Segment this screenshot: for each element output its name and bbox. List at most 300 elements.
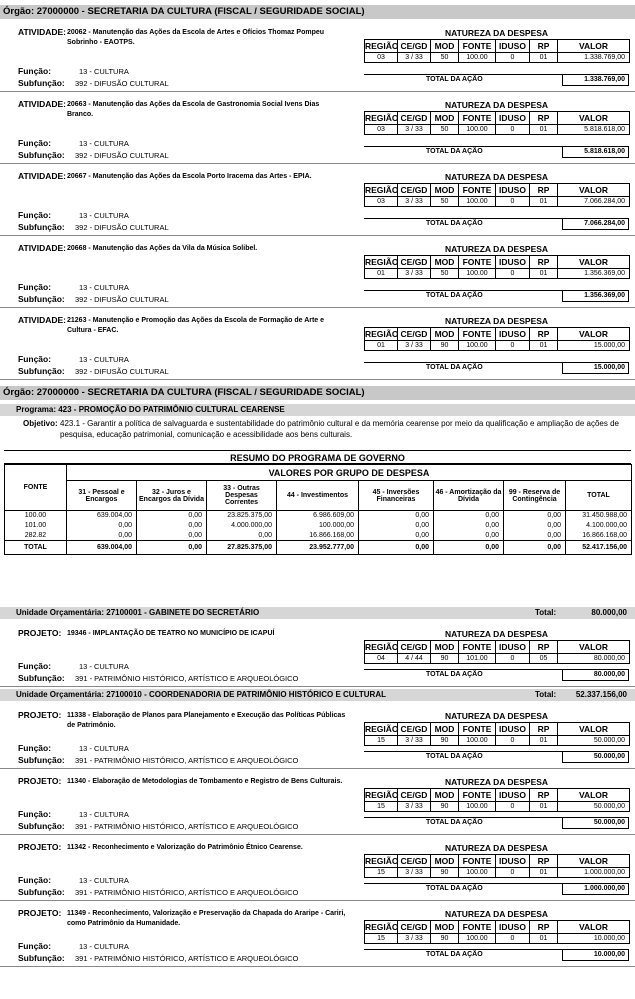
natureza-col-header: CE/GD (398, 328, 431, 341)
natureza-col-header: RP (530, 641, 558, 654)
natureza-cell: 3 / 33 (398, 269, 431, 279)
natureza-cell: 3 / 33 (398, 125, 431, 135)
total-acao-value: 5.818.618,00 (584, 148, 625, 155)
natureza-col-header: MOD (431, 641, 459, 654)
natureza-cell: 50 (431, 53, 459, 63)
funcao-label: Função: (18, 661, 52, 671)
resumo-cell: 0,00 (137, 521, 207, 531)
resumo-title: RESUMO DO PROGRAMA DE GOVERNO (4, 450, 631, 464)
item-title (67, 28, 347, 47)
natureza-col-header: VALOR (558, 789, 630, 802)
natureza-cell: 90 (431, 934, 459, 944)
natureza-cell: 101.00 (459, 654, 496, 664)
natureza-col-header: RP (530, 921, 558, 934)
natureza-cell: 0 (496, 934, 530, 944)
natureza-cell: 90 (431, 802, 459, 812)
item-title-text: Elaboração de Planos para Planejamento e Execução das Políticas Públicas de Patrimônio. (67, 712, 346, 729)
natureza-cell: 1.000.000,00 (558, 868, 630, 878)
subfuncao-label: Subfunção: (18, 673, 65, 683)
item-code: 21263 (67, 317, 87, 324)
natureza-col-header: REGIÃO (365, 856, 399, 866)
natureza-col-header: FONTE (459, 256, 496, 269)
natureza-col-header: MOD (431, 328, 459, 341)
funcao-label: Função: (18, 743, 52, 753)
funcao-value: 13 - CULTURA (79, 876, 129, 885)
natureza-cell: 04 (365, 654, 398, 664)
resumo-col-header: TOTAL (566, 481, 632, 511)
resumo-col-header: 45 - Inversões Financeiras (359, 481, 434, 511)
resumo-row (5, 511, 632, 521)
natureza-cell: 100.00 (459, 125, 496, 135)
item-kind-label: ATIVIDADE: (18, 99, 67, 109)
natureza-cell: 15 (365, 934, 398, 944)
budget-item (0, 20, 635, 92)
subfuncao-value: 392 - DIFUSÃO CULTURAL (75, 223, 169, 232)
item-title (67, 711, 347, 730)
funcao-value: 13 - CULTURA (79, 283, 129, 292)
resumo-cell: 6.986.609,00 (277, 511, 359, 521)
funcao-label: Função: (18, 138, 52, 148)
resumo-cell: 0,00 (67, 531, 137, 541)
resumo-cell: 0,00 (434, 531, 504, 541)
natureza-title: NATUREZA DA DESPESA (444, 777, 549, 787)
natureza-col-header: VALOR (558, 921, 630, 934)
natureza-cell: 7.066.284,00 (558, 197, 630, 207)
resumo-cell: 100.000,00 (277, 521, 359, 531)
natureza-col-header: RP (530, 328, 558, 341)
natureza-title: NATUREZA DA DESPESA (444, 316, 549, 326)
natureza-cell: 3 / 33 (398, 802, 431, 812)
subfuncao-value: 391 - PATRIMÔNIO HISTÓRICO, ARTÍSTICO E ARQUEOLÓGICO (75, 954, 299, 963)
natureza-col-header: VALOR (558, 112, 630, 125)
natureza-header-row (365, 184, 630, 197)
natureza-col-header: FONTE (459, 40, 496, 53)
natureza-col-header: MOD (431, 40, 459, 53)
natureza-header-row (365, 40, 630, 53)
natureza-data-row (365, 125, 630, 135)
natureza-cell: 90 (431, 341, 459, 351)
natureza-table (364, 255, 630, 279)
natureza-cell: 3 / 33 (398, 197, 431, 207)
natureza-col-header: FONTE (459, 184, 496, 197)
projects-list (0, 703, 635, 967)
natureza-header-row (365, 112, 630, 125)
resumo-cell: 16.866.168,00 (566, 531, 632, 541)
natureza-header-row (365, 328, 630, 341)
resumo-row (5, 531, 632, 541)
natureza-col-header: IDUSO (496, 112, 530, 125)
natureza-col-header: CE/GD (398, 112, 431, 125)
resumo-cell: 4.100.000,00 (566, 521, 632, 531)
natureza-col-header: IDUSO (496, 855, 530, 868)
resumo-cell: 0,00 (434, 521, 504, 531)
natureza-cell: 3 / 33 (398, 934, 431, 944)
natureza-data-row (365, 736, 630, 746)
resumo-cell: 0,00 (137, 511, 207, 521)
natureza-cell: 5.818.618,00 (558, 125, 630, 135)
unidade-total-label: Total: (535, 608, 557, 617)
budget-item (0, 92, 635, 164)
natureza-cell: 01 (530, 868, 558, 878)
item-sep: - (86, 712, 93, 719)
total-acao-label: TOTAL DA AÇÃO (426, 220, 483, 227)
natureza-cell: 3 / 33 (398, 341, 431, 351)
natureza-cell: 50 (431, 269, 459, 279)
item-kind-label: PROJETO: (18, 710, 62, 720)
item-sep: - (86, 844, 93, 851)
natureza-cell: 0 (496, 736, 530, 746)
natureza-cell: 0 (496, 654, 530, 664)
subfuncao-label: Subfunção: (18, 821, 65, 831)
total-acao-label: TOTAL DA AÇÃO (426, 292, 483, 299)
resumo-cell: 0,00 (504, 531, 566, 541)
natureza-cell: 15.000,00 (558, 341, 630, 351)
total-acao-row (364, 669, 629, 681)
natureza-cell: 01 (365, 341, 398, 351)
natureza-cell: 50.000,00 (558, 802, 630, 812)
orgao-header: Órgão: 27000000 - SECRETARIA DA CULTURA (FISCAL / SEGURIDADE SOCIAL) (0, 5, 635, 19)
budget-item (0, 769, 635, 835)
resumo-total-cell: 0,00 (359, 541, 434, 555)
item-kind-label: ATIVIDADE: (18, 27, 67, 37)
total-acao-row (364, 751, 629, 763)
programa-header: Programa: 423 - PROMOÇÃO DO PATRIMÔNIO CULTURAL CEARENSE (0, 404, 635, 416)
unidade-gabinete (0, 607, 635, 619)
natureza-data-row (365, 654, 630, 664)
natureza-table (364, 111, 630, 135)
natureza-col-header: RP (530, 256, 558, 269)
item-sep: - (86, 29, 93, 36)
total-acao-row (364, 290, 629, 302)
natureza-col-header: RP (530, 855, 558, 868)
natureza-cell: 4 / 44 (398, 654, 431, 664)
resumo-cell: 0,00 (207, 531, 277, 541)
natureza-cell: 01 (530, 269, 558, 279)
funcao-label: Função: (18, 354, 52, 364)
item-title-text: Reconhecimento e Valorização do Patrimônio Étnico Cearense. (92, 844, 303, 851)
total-acao-row (364, 218, 629, 230)
subfuncao-label: Subfunção: (18, 150, 65, 160)
budget-item (0, 308, 635, 380)
item-title (67, 100, 347, 119)
natureza-col-header: REGIÃO (365, 41, 399, 51)
total-acao-value: 10.000,00 (593, 951, 625, 958)
resumo-total-cell: 639.004,00 (67, 541, 137, 555)
item-title-text: Elaboração de Metodologias de Tombamento e Registro de Bens Culturais. (92, 778, 343, 785)
natureza-col-header: FONTE (459, 921, 496, 934)
natureza-title: NATUREZA DA DESPESA (444, 711, 549, 721)
natureza-cell: 1.356.369,00 (558, 269, 630, 279)
funcao-label: Função: (18, 210, 52, 220)
natureza-header-row (365, 723, 630, 736)
resumo-fonte: 100.00 (5, 511, 67, 521)
natureza-col-header: MOD (431, 112, 459, 125)
budget-item (0, 236, 635, 308)
subfuncao-value: 391 - PATRIMÔNIO HISTÓRICO, ARTÍSTICO E ARQUEOLÓGICO (75, 822, 299, 831)
natureza-header-row (365, 855, 630, 868)
natureza-col-header: REGIÃO (365, 257, 399, 267)
natureza-cell: 0 (496, 53, 530, 63)
natureza-data-row (365, 934, 630, 944)
item-title-text: Manutenção e Promoção das Ações da Escola de Formação de Arte e Cultura - EFAC. (67, 317, 325, 334)
natureza-despesa (364, 628, 629, 681)
natureza-col-header: REGIÃO (365, 329, 399, 339)
natureza-cell: 01 (530, 736, 558, 746)
natureza-col-header: RP (530, 723, 558, 736)
natureza-despesa (364, 27, 629, 86)
item-code: 11349 (67, 910, 87, 917)
natureza-col-header: FONTE (459, 789, 496, 802)
natureza-col-header: CE/GD (398, 723, 431, 736)
natureza-cell: 90 (431, 868, 459, 878)
resumo-col-header: 46 - Amortização da Dívida (434, 481, 504, 511)
resumo-col-header: 33 - Outras Despesas Correntes (207, 481, 277, 511)
natureza-cell: 01 (365, 269, 398, 279)
activities-list (0, 20, 635, 380)
natureza-data-row (365, 868, 630, 878)
natureza-col-header: VALOR (558, 328, 630, 341)
funcao-value: 13 - CULTURA (79, 139, 129, 148)
natureza-data-row (365, 341, 630, 351)
total-acao-value: 1.356.369,00 (584, 292, 625, 299)
resumo-total-cell: 0,00 (434, 541, 504, 555)
total-acao-row (364, 949, 629, 961)
natureza-col-header: RP (530, 184, 558, 197)
objetivo-text: 423.1 - Garantir a política de salvaguarda e sustentabilidade do patrimônio cultural e da memória cearense por meio da qualificação e ampliação de ações de pesquisa, educação patrimonial, comunicação e acessibilidade aos bens culturais. (60, 419, 619, 439)
resumo-cell: 31.450.988,00 (566, 511, 632, 521)
item-title-text: Manutenção das Ações da Escola Porto Iracema das Artes - EPIA. (92, 173, 312, 180)
natureza-title: NATUREZA DA DESPESA (444, 843, 549, 853)
objetivo (0, 419, 635, 443)
item-code: 20663 (67, 101, 87, 108)
natureza-cell: 100.00 (459, 868, 496, 878)
natureza-title: NATUREZA DA DESPESA (444, 172, 549, 182)
budget-item (0, 703, 635, 769)
natureza-cell: 3 / 33 (398, 868, 431, 878)
natureza-cell: 100.00 (459, 934, 496, 944)
item-sep: - (86, 317, 93, 324)
natureza-despesa (364, 776, 629, 829)
funcao-value: 13 - CULTURA (79, 942, 129, 951)
natureza-data-row (365, 197, 630, 207)
natureza-col-header: VALOR (558, 256, 630, 269)
subfuncao-label: Subfunção: (18, 78, 65, 88)
resumo-cell: 639.004,00 (67, 511, 137, 521)
total-acao-value: 1.338.769,00 (584, 76, 625, 83)
funcao-value: 13 - CULTURA (79, 211, 129, 220)
funcao-label: Função: (18, 66, 52, 76)
natureza-col-header: RP (530, 40, 558, 53)
unidade-total-value: 52.337.156,00 (575, 690, 627, 699)
natureza-col-header: RP (530, 112, 558, 125)
subfuncao-label: Subfunção: (18, 887, 65, 897)
natureza-cell: 90 (431, 654, 459, 664)
resumo-col-header: 32 - Juros e Encargos da Dívida (137, 481, 207, 511)
total-acao-value: 15.000,00 (593, 364, 625, 371)
natureza-col-header: FONTE (459, 641, 496, 654)
natureza-cell: 05 (530, 654, 558, 664)
item-title-text: Manutenção das Ações da Vila da Música Solibel. (92, 245, 258, 252)
total-acao-label: TOTAL DA AÇÃO (426, 753, 483, 760)
resumo-cell: 4.000.000,00 (207, 521, 277, 531)
total-acao-label: TOTAL DA AÇÃO (426, 671, 483, 678)
natureza-cell: 03 (365, 197, 398, 207)
item-title (67, 777, 347, 787)
item-code: 11342 (67, 844, 87, 851)
item-title (67, 172, 347, 182)
natureza-col-header: FONTE (459, 328, 496, 341)
item-title-text: Reconhecimento, Valorização e Preservação da Chapada do Araripe - Cariri, como Patrimônio da Humanidade. (67, 910, 346, 927)
item-title-text: Manutenção das Ações da Escola de Artes e Ofícios Thomaz Pompeu Sobrinho - EAOTPS. (67, 29, 325, 46)
natureza-cell: 01 (530, 197, 558, 207)
natureza-col-header: RP (530, 789, 558, 802)
natureza-cell: 100.00 (459, 802, 496, 812)
resumo-total-label: TOTAL (5, 541, 67, 555)
item-kind-label: PROJETO: (18, 628, 62, 638)
subfuncao-value: 392 - DIFUSÃO CULTURAL (75, 295, 169, 304)
natureza-despesa (364, 171, 629, 230)
unidade-total-label: Total: (535, 690, 557, 699)
natureza-cell: 03 (365, 125, 398, 135)
fonte-header: FONTE (5, 465, 67, 511)
natureza-cell: 01 (530, 53, 558, 63)
natureza-col-header: MOD (431, 921, 459, 934)
item-kind-label: PROJETO: (18, 908, 62, 918)
natureza-despesa (364, 243, 629, 302)
natureza-header-row (365, 789, 630, 802)
funcao-value: 13 - CULTURA (79, 744, 129, 753)
natureza-col-header: MOD (431, 256, 459, 269)
subfuncao-value: 391 - PATRIMÔNIO HISTÓRICO, ARTÍSTICO E ARQUEOLÓGICO (75, 674, 299, 683)
natureza-table (364, 722, 630, 746)
funcao-label: Função: (18, 282, 52, 292)
resumo-total-cell: 52.417.156,00 (566, 541, 632, 555)
natureza-cell: 15 (365, 802, 398, 812)
resumo-cell: 16.866.168,00 (277, 531, 359, 541)
subfuncao-value: 392 - DIFUSÃO CULTURAL (75, 79, 169, 88)
total-acao-label: TOTAL DA AÇÃO (426, 364, 483, 371)
total-acao-value: 50.000,00 (593, 753, 625, 760)
natureza-title: NATUREZA DA DESPESA (444, 28, 549, 38)
natureza-col-header: VALOR (558, 641, 630, 654)
item-title (67, 909, 347, 928)
natureza-col-header: IDUSO (496, 641, 530, 654)
item-sep: - (86, 910, 93, 917)
natureza-col-header: REGIÃO (365, 642, 399, 652)
natureza-cell: 15 (365, 868, 398, 878)
item-title-text: Manutenção das Ações da Escola de Gastronomia Social Ivens Dias Branco. (67, 101, 320, 118)
natureza-col-header: CE/GD (398, 40, 431, 53)
item-sep: - (86, 101, 93, 108)
natureza-cell: 100.00 (459, 53, 496, 63)
total-acao-label: TOTAL DA AÇÃO (426, 951, 483, 958)
natureza-cell: 100.00 (459, 736, 496, 746)
natureza-col-header: VALOR (558, 184, 630, 197)
total-acao-label: TOTAL DA AÇÃO (426, 76, 483, 83)
natureza-col-header: MOD (431, 855, 459, 868)
total-acao-label: TOTAL DA AÇÃO (426, 885, 483, 892)
total-acao-label: TOTAL DA AÇÃO (426, 819, 483, 826)
item-code: 11340 (67, 778, 87, 785)
resumo-col-header: 31 - Pessoal e Encargos (67, 481, 137, 511)
natureza-col-header: CE/GD (398, 184, 431, 197)
item-sep: - (86, 630, 93, 637)
natureza-col-header: MOD (431, 184, 459, 197)
natureza-cell: 03 (365, 53, 398, 63)
budget-item (0, 835, 635, 901)
natureza-table (364, 39, 630, 63)
natureza-cell: 100.00 (459, 269, 496, 279)
natureza-data-row (365, 802, 630, 812)
total-acao-label: TOTAL DA AÇÃO (426, 148, 483, 155)
item-kind-label: PROJETO: (18, 776, 62, 786)
unidade-coordenadoria-title: Unidade Orçamentária: 27100010 - COORDENADORIA DE PATRIMÔNIO HISTÓRICO E CULTURAL (16, 690, 386, 699)
natureza-table (364, 640, 630, 664)
natureza-despesa (364, 908, 629, 961)
funcao-label: Função: (18, 809, 52, 819)
item-sep: - (86, 245, 93, 252)
natureza-cell: 15 (365, 736, 398, 746)
item-kind-label: ATIVIDADE: (18, 243, 67, 253)
resumo-cell: 0,00 (67, 521, 137, 531)
subfuncao-label: Subfunção: (18, 294, 65, 304)
natureza-table (364, 854, 630, 878)
total-acao-row (364, 817, 629, 829)
resumo-section (0, 450, 635, 555)
natureza-despesa (364, 99, 629, 158)
natureza-header-row (365, 641, 630, 654)
natureza-despesa (364, 710, 629, 763)
resumo-cell: 0,00 (359, 531, 434, 541)
natureza-header-row (365, 921, 630, 934)
natureza-cell: 01 (530, 802, 558, 812)
resumo-total-cell: 23.952.777,00 (277, 541, 359, 555)
natureza-cell: 0 (496, 197, 530, 207)
item-kind-label: PROJETO: (18, 842, 62, 852)
natureza-col-header: FONTE (459, 855, 496, 868)
natureza-data-row (365, 269, 630, 279)
subfuncao-label: Subfunção: (18, 755, 65, 765)
item-kind-label: ATIVIDADE: (18, 315, 67, 325)
resumo-table (4, 464, 632, 555)
resumo-total-cell: 27.825.375,00 (207, 541, 277, 555)
natureza-col-header: CE/GD (398, 789, 431, 802)
subfuncao-value: 391 - PATRIMÔNIO HISTÓRICO, ARTÍSTICO E ARQUEOLÓGICO (75, 756, 299, 765)
natureza-cell: 10.000,00 (558, 934, 630, 944)
resumo-col-header: 99 - Reserva de Contingência (504, 481, 566, 511)
objetivo-label: Objetivo: (23, 419, 58, 428)
natureza-cell: 0 (496, 868, 530, 878)
natureza-col-header: REGIÃO (365, 922, 399, 932)
item-code: 11338 (67, 712, 87, 719)
natureza-cell: 0 (496, 341, 530, 351)
natureza-col-header: CE/GD (398, 641, 431, 654)
natureza-col-header: IDUSO (496, 328, 530, 341)
natureza-header-row (365, 256, 630, 269)
orgao-header-2: Órgão: 27000000 - SECRETARIA DA CULTURA (FISCAL / SEGURIDADE SOCIAL) (0, 386, 635, 400)
budget-item (0, 901, 635, 967)
resumo-total-cell: 0,00 (504, 541, 566, 555)
funcao-label: Função: (18, 875, 52, 885)
natureza-despesa (364, 315, 629, 374)
natureza-title: NATUREZA DA DESPESA (444, 909, 549, 919)
natureza-cell: 01 (530, 934, 558, 944)
natureza-col-header: IDUSO (496, 40, 530, 53)
natureza-col-header: REGIÃO (365, 185, 399, 195)
resumo-cell: 0,00 (359, 511, 434, 521)
natureza-col-header: IDUSO (496, 789, 530, 802)
natureza-cell: 90 (431, 736, 459, 746)
